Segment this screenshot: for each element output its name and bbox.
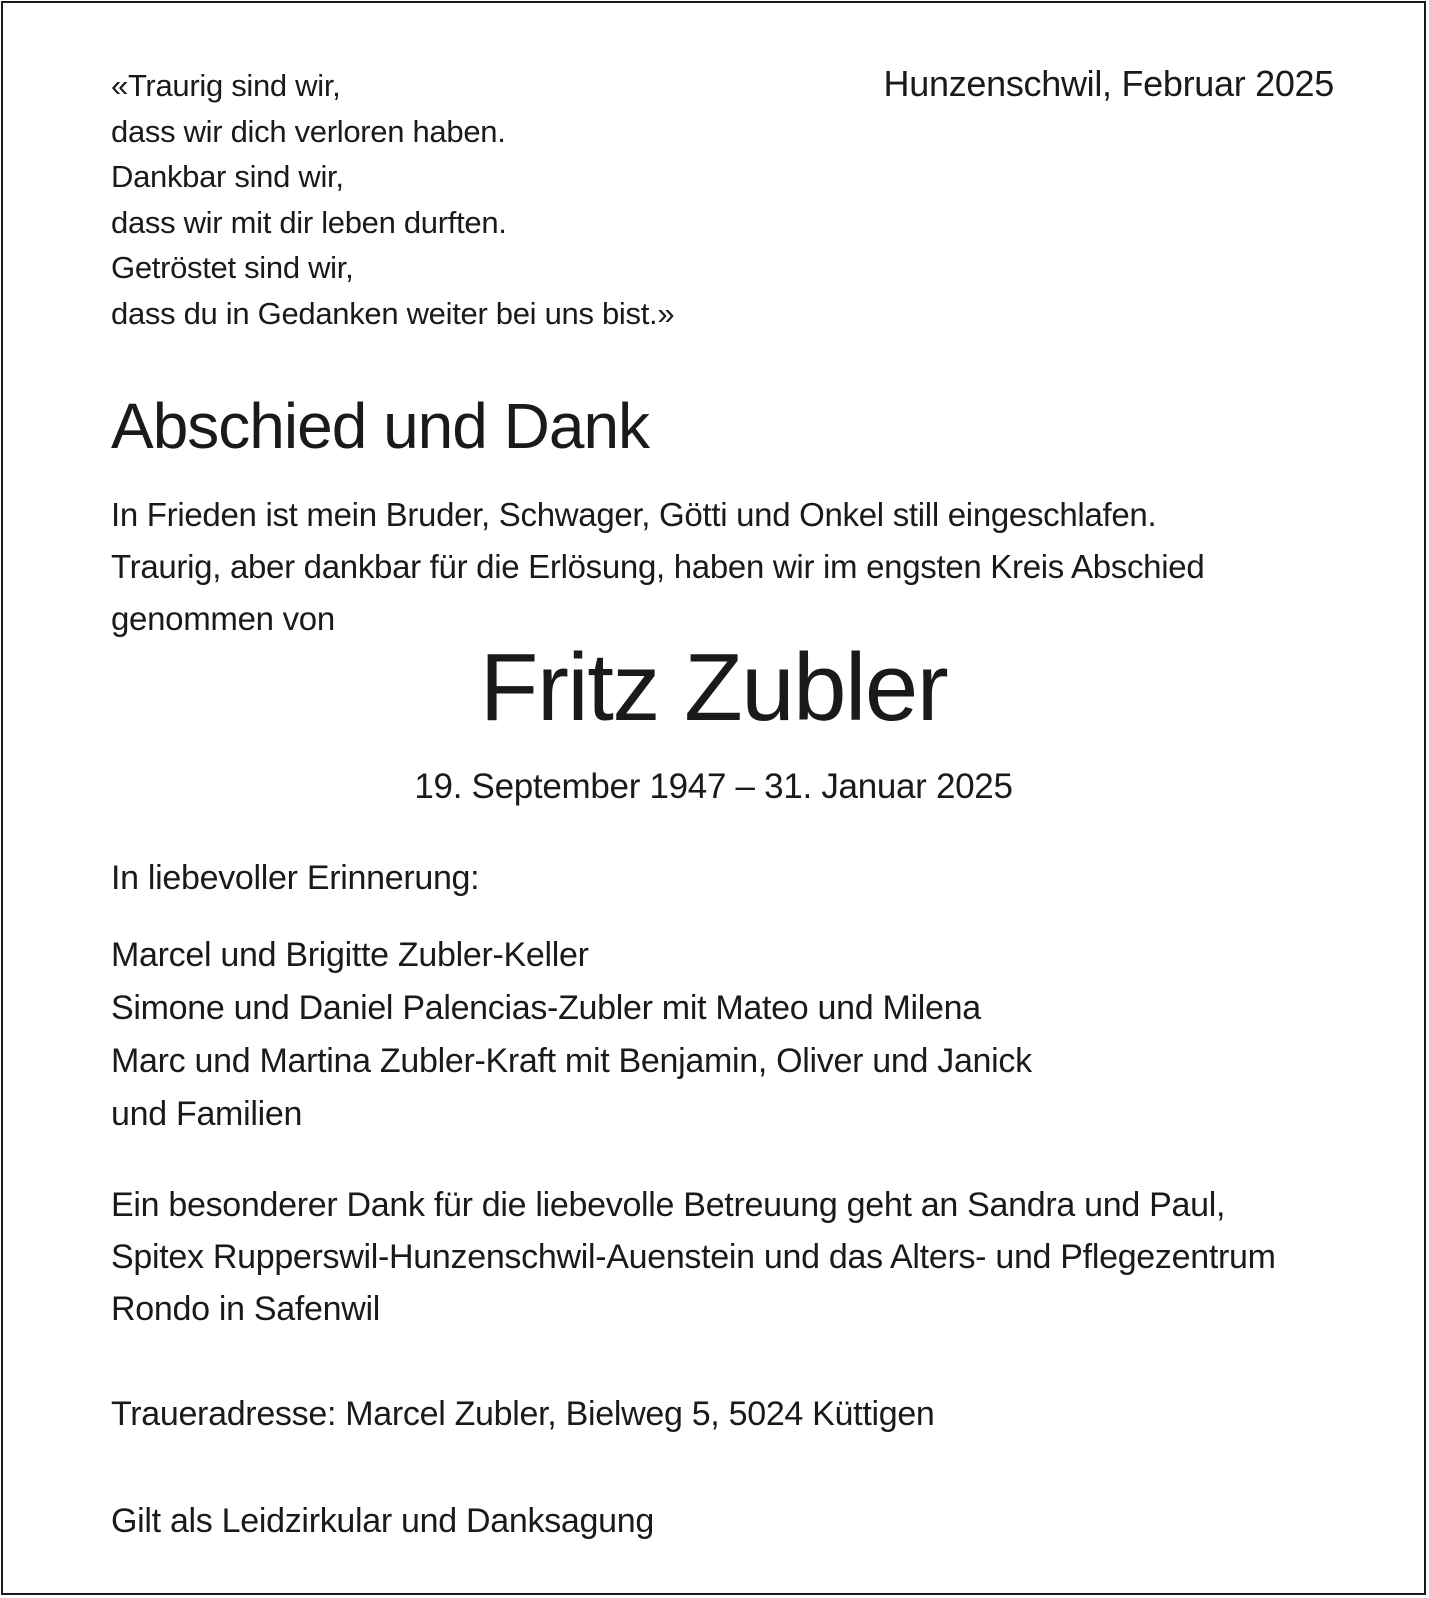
verse-line: Dankbar sind wir,	[111, 159, 344, 194]
place-date: Hunzenschwil, Februar 2025	[883, 63, 1334, 104]
closing-note: Gilt als Leidzirkular und Danksagung	[111, 1502, 654, 1540]
mourner-line: Marcel und Brigitte Zubler-Keller	[111, 936, 589, 974]
verse-line: dass wir mit dir leben durften.	[111, 204, 507, 240]
mourner-line: und Familien	[111, 1095, 303, 1133]
intro-paragraph	[111, 489, 1311, 645]
verse-line: dass wir dich verloren haben.	[111, 113, 506, 149]
memorial-verse	[111, 63, 831, 336]
memory-label: In liebevoller Erinnerung:	[111, 859, 480, 897]
verse-line: dass du in Gedanken weiter bei uns bist.»	[111, 295, 675, 331]
thanks-line: Ein besonderer Dank für die liebevolle Betreuung geht an Sandra und Paul,	[111, 1186, 1226, 1224]
thanks-paragraph	[111, 1179, 1361, 1335]
verse-line: Getröstet sind wir,	[111, 250, 354, 285]
mourning-address: Traueradresse: Marcel Zubler, Bielweg 5, 5024 Küttigen	[111, 1395, 935, 1433]
deceased-name: Fritz Zubler	[479, 634, 948, 741]
thanks-line: Rondo in Safenwil	[111, 1290, 380, 1328]
intro-line: In Frieden ist mein Bruder, Schwager, Götti und Onkel still eingeschlafen.	[111, 496, 1157, 533]
thanks-line: Spitex Rupperswil-Hunzenschwil-Auenstein und das Alters- und Pflegezentrum	[111, 1238, 1276, 1276]
obituary-notice	[1, 1, 1426, 1595]
mourner-line: Simone und Daniel Palencias-Zubler mit Mateo und Milena	[111, 989, 981, 1027]
intro-line: genommen von	[111, 600, 335, 637]
verse-line: «Traurig sind wir,	[111, 68, 341, 103]
mourners-list	[111, 929, 1311, 1141]
notice-heading: Abschied und Dank	[111, 390, 650, 462]
mourner-line: Marc und Martina Zubler-Kraft mit Benjamin, Oliver und Janick	[111, 1042, 1032, 1080]
intro-line: Traurig, aber dankbar für die Erlösung, haben wir im engsten Kreis Abschied	[111, 548, 1205, 585]
life-dates: 19. September 1947 – 31. Januar 2025	[414, 767, 1013, 806]
